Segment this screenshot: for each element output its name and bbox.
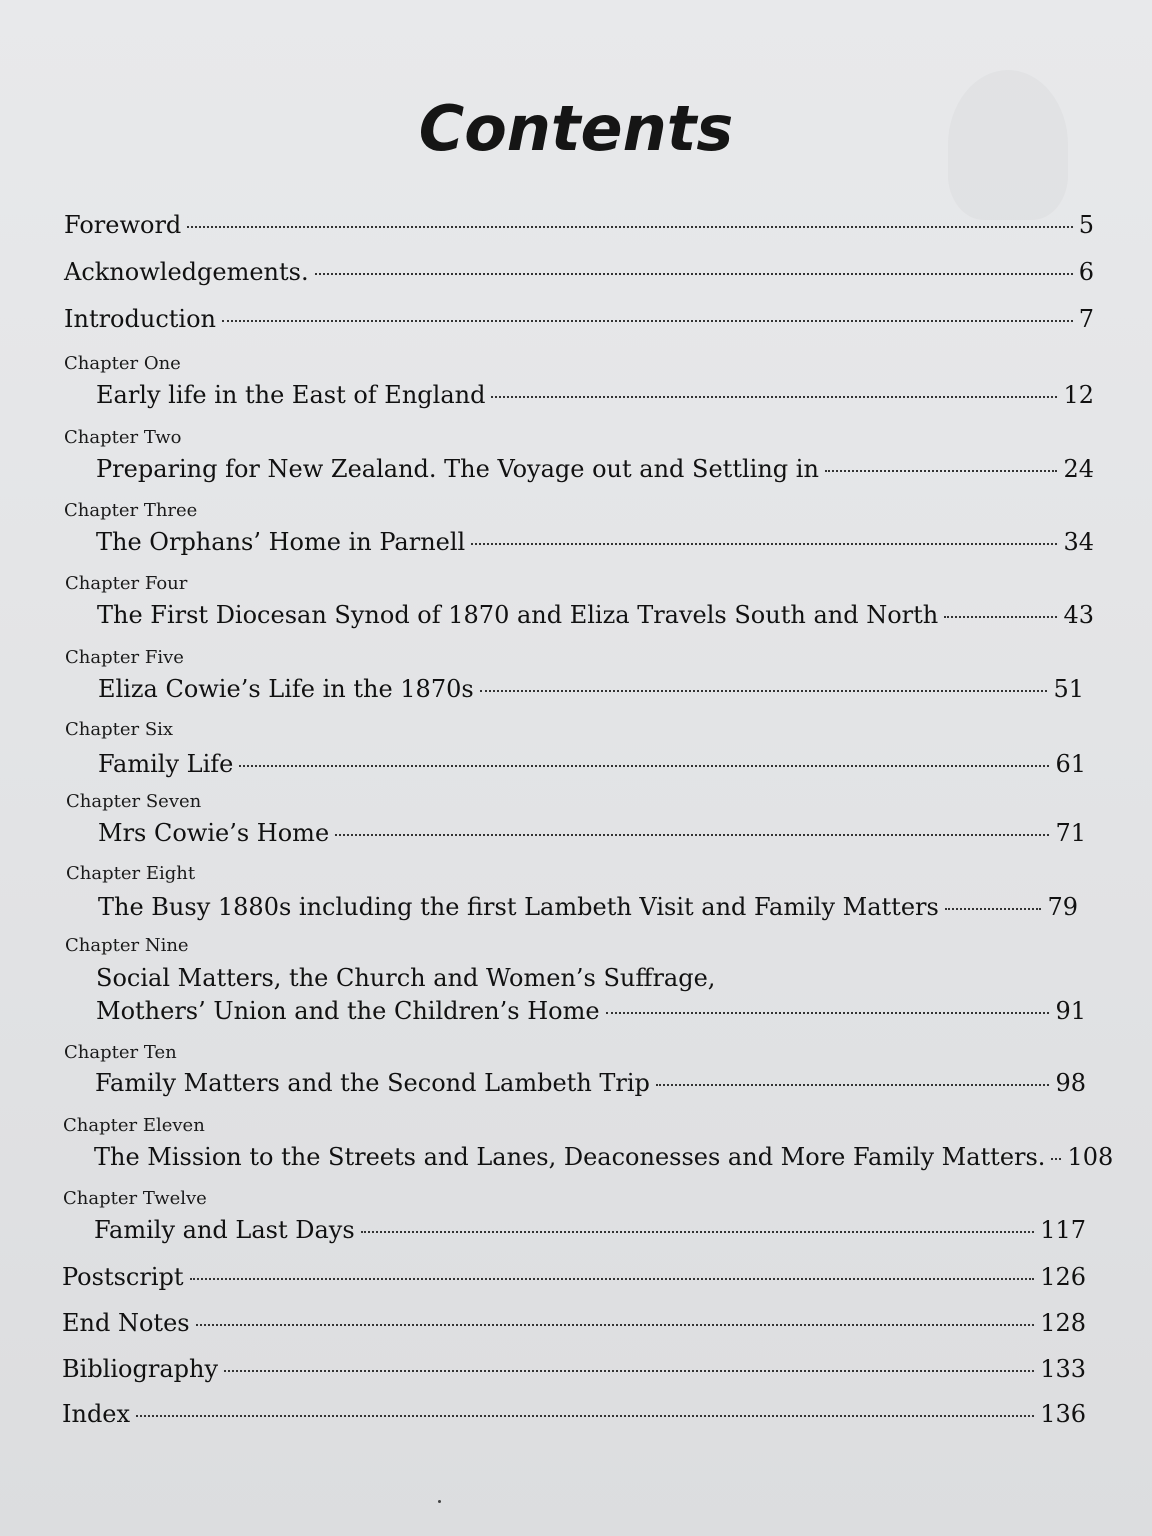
- toc-entry-label: Mrs Cowie’s Home: [98, 819, 330, 847]
- toc-entry-label: Early life in the East of England: [96, 381, 486, 409]
- dot-leader: [136, 1415, 1034, 1417]
- toc-entry-end-notes[interactable]: [62, 1308, 1086, 1338]
- toc-entry-chapter-twelve[interactable]: [94, 1215, 1086, 1245]
- toc-entry-chapter-six[interactable]: [98, 749, 1086, 779]
- toc-entry-label: Index: [62, 1400, 131, 1428]
- dot-leader: [196, 1324, 1035, 1326]
- toc-entry-chapter-seven[interactable]: [98, 818, 1086, 848]
- toc-page-number: 34: [1063, 528, 1094, 556]
- dot-leader: [224, 1370, 1034, 1372]
- chapter-heading-nine: Chapter Nine: [65, 935, 189, 956]
- dot-leader: [944, 616, 1057, 618]
- toc-entry-label: Introduction: [64, 305, 216, 333]
- toc-entry-label: End Notes: [62, 1309, 190, 1337]
- toc-page-number: 133: [1040, 1355, 1086, 1383]
- toc-entry-postscript[interactable]: [62, 1262, 1086, 1292]
- dot-leader: [335, 834, 1049, 836]
- toc-page-number: 6: [1078, 258, 1094, 286]
- toc-page-number: 117: [1040, 1216, 1086, 1244]
- toc-entry-chapter-eleven[interactable]: [94, 1142, 1114, 1172]
- toc-entry-chapter-ten[interactable]: [95, 1068, 1086, 1098]
- toc-entry-acknowledgements[interactable]: [64, 257, 1094, 287]
- toc-entry-label: The First Diocesan Synod of 1870 and Eliza Travels South and North: [97, 601, 939, 629]
- dot-leader: [656, 1084, 1050, 1086]
- toc-page-number: 7: [1078, 305, 1094, 333]
- toc-entry-label: Family and Last Days: [94, 1216, 355, 1244]
- toc-page-number: 12: [1063, 381, 1094, 409]
- toc-entry-label: Postscript: [62, 1263, 184, 1291]
- dot-leader: [491, 396, 1057, 398]
- toc-page-number: 5: [1078, 211, 1094, 239]
- dot-leader: [1051, 1158, 1061, 1160]
- chapter-heading-five: Chapter Five: [65, 647, 184, 668]
- dot-leader: [606, 1012, 1050, 1014]
- toc-entry-index[interactable]: [62, 1399, 1086, 1429]
- dot-leader: [190, 1278, 1035, 1280]
- chapter-heading-one: Chapter One: [64, 353, 181, 374]
- chapter-heading-seven: Chapter Seven: [66, 791, 202, 812]
- paper-speck: [438, 1500, 441, 1503]
- dot-leader: [239, 765, 1049, 767]
- toc-entry-label: Acknowledgements.: [64, 258, 309, 286]
- chapter-heading-four: Chapter Four: [65, 573, 188, 594]
- toc-page-number: 126: [1040, 1263, 1086, 1291]
- chapter-heading-three: Chapter Three: [64, 500, 198, 521]
- toc-entry-label: Eliza Cowie’s Life in the 1870s: [98, 675, 474, 703]
- page-title: Contents: [418, 92, 734, 165]
- toc-entry-label: Bibliography: [62, 1355, 218, 1383]
- toc-entry-chapter-eight[interactable]: [98, 892, 1078, 922]
- toc-entry-label: Family Life: [98, 750, 234, 778]
- dot-leader: [825, 470, 1058, 472]
- toc-entry-foreword[interactable]: [64, 210, 1094, 240]
- chapter-heading-eleven: Chapter Eleven: [63, 1115, 205, 1136]
- chapter-heading-six: Chapter Six: [65, 719, 174, 740]
- toc-entry-chapter-three[interactable]: [96, 527, 1094, 557]
- toc-entry-label: The Busy 1880s including the first Lambeth Visit and Family Matters: [98, 893, 939, 921]
- toc-entry-label: Family Matters and the Second Lambeth Trip: [95, 1069, 650, 1097]
- dot-leader: [187, 226, 1072, 228]
- toc-entry-introduction[interactable]: [64, 304, 1094, 334]
- toc-entry-chapter-two[interactable]: [96, 454, 1094, 484]
- toc-entry-label: The Mission to the Streets and Lanes, Deaconesses and More Family Matters.: [94, 1143, 1046, 1171]
- toc-page-number: 61: [1055, 750, 1086, 778]
- dot-leader: [471, 543, 1057, 545]
- toc-page-number: 79: [1047, 893, 1078, 921]
- dot-leader: [315, 273, 1073, 275]
- toc-entry-bibliography[interactable]: [62, 1354, 1086, 1384]
- chapter-heading-two: Chapter Two: [64, 427, 182, 448]
- toc-page-number: 51: [1053, 675, 1084, 703]
- toc-entry-label: Preparing for New Zealand. The Voyage out and Settling in: [96, 455, 819, 483]
- toc-entry-label: Foreword: [64, 211, 182, 239]
- toc-page-number: 43: [1063, 601, 1094, 629]
- dot-leader: [222, 320, 1073, 322]
- chapter-heading-eight: Chapter Eight: [66, 863, 196, 884]
- dot-leader: [361, 1231, 1035, 1233]
- toc-entry-chapter-nine-line1: Social Matters, the Church and Women’s Suffrage,: [96, 964, 716, 992]
- toc-entry-chapter-five[interactable]: [98, 674, 1084, 704]
- toc-page-number: 136: [1040, 1400, 1086, 1428]
- dot-leader: [945, 908, 1042, 910]
- toc-entry-label: Mothers’ Union and the Children’s Home: [96, 997, 600, 1025]
- chapter-heading-ten: Chapter Ten: [64, 1042, 177, 1063]
- toc-entry-chapter-four[interactable]: [97, 600, 1094, 630]
- chapter-heading-twelve: Chapter Twelve: [63, 1188, 207, 1209]
- toc-page-number: 98: [1055, 1069, 1086, 1097]
- toc-page-number: 128: [1040, 1309, 1086, 1337]
- toc-entry-label: The Orphans’ Home in Parnell: [96, 528, 466, 556]
- toc-page-number: 24: [1063, 455, 1094, 483]
- toc-entry-chapter-one[interactable]: [96, 380, 1094, 410]
- toc-page-number: 91: [1055, 997, 1086, 1025]
- dot-leader: [480, 690, 1048, 692]
- toc-page-number: 108: [1067, 1143, 1114, 1171]
- toc-entry-chapter-nine[interactable]: [96, 996, 1086, 1026]
- toc-page-number: 71: [1055, 819, 1086, 847]
